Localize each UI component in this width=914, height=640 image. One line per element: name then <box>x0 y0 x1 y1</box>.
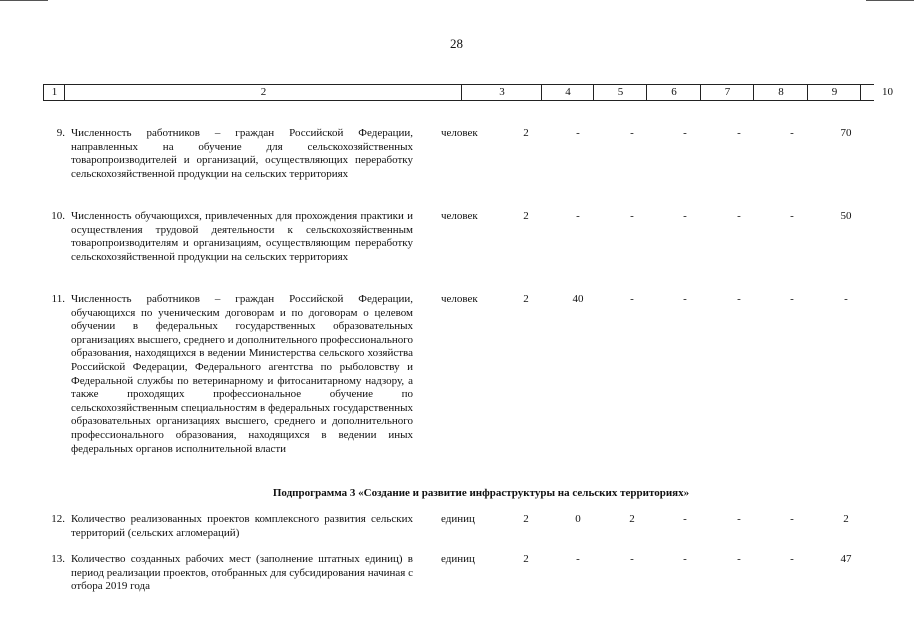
value-cell: 47 <box>840 553 852 565</box>
column-number: 5 <box>593 85 647 100</box>
subprogram-heading-text: Подпрограмма 3 «Создание и развитие инфраструктуры на сельских территориях» <box>272 487 690 499</box>
value-cell: 2 <box>523 293 529 305</box>
value-cell: - <box>630 210 634 222</box>
value-cell: - <box>576 127 580 139</box>
column-number: 9 <box>807 85 861 100</box>
column-number: 6 <box>646 85 701 100</box>
value-cell: 2 <box>523 210 529 222</box>
value-cell: - <box>790 210 794 222</box>
row-number: 12. <box>51 513 65 525</box>
value-cell: 70 <box>840 127 852 139</box>
row-number: 11. <box>51 293 65 305</box>
indicator-name: Численность работников – граждан Российской Федерации, обучающихся по ученическим договорам и по договорам о целевом обучении в федеральных государственных образовательных организациях высшего, среднего и дополнительного профессионального образования, находящихся в ведении Министерства сельского хозяйства Российской Федерации, Федерального агентства по рыболовству и Федеральной службы по ветеринарному и фитосанитарному надзору, а также проходящих профессиональное обучение по сельскохозяйственным специальностям в федеральных государственных образовательных организациях высшего, среднего и дополнительного профессионального образования, находящихся в ведении иных федеральных органов исполнительной власти <box>71 293 413 455</box>
column-number: 4 <box>541 85 594 100</box>
column-number: 3 <box>461 85 542 100</box>
value-cell: - <box>737 127 741 139</box>
indicator-name: Количество созданных рабочих мест (заполнение штатных единиц) в период реализации проектов, отобранных для субсидирования начиная с отбора 2019 года <box>71 553 413 593</box>
value-cell: 2 <box>523 553 529 565</box>
indicator-name: Количество реализованных проектов комплексного развития сельских территорий (сельских агломераций) <box>71 513 413 539</box>
value-cell: 40 <box>572 293 584 305</box>
value-cell: - <box>630 553 634 565</box>
value-cell: 0 <box>575 513 581 525</box>
value-cell: - <box>737 513 741 525</box>
value-cell: - <box>790 553 794 565</box>
unit-of-measure: человек <box>441 293 478 305</box>
page-number: 28 <box>450 36 463 51</box>
column-number-header <box>43 84 893 101</box>
top-border-right <box>866 0 914 1</box>
value-cell: - <box>737 553 741 565</box>
unit-of-measure: единиц <box>441 553 475 565</box>
value-cell: - <box>683 553 687 565</box>
column-number: 7 <box>700 85 754 100</box>
value-cell: - <box>576 553 580 565</box>
value-cell: - <box>737 210 741 222</box>
unit-of-measure: человек <box>441 210 478 222</box>
row-number: 9. <box>56 127 65 139</box>
subprogram-heading <box>0 486 914 500</box>
value-cell: 2 <box>629 513 635 525</box>
value-cell: 2 <box>843 513 849 525</box>
value-cell: - <box>630 127 634 139</box>
indicator-name: Численность обучающихся, привлеченных для прохождения практики и осуществления трудовой деятельности к сельскохозяйственным товаропроизводителям и организациям, осуществляющим переработку сельскохозяйственной продукции на сельских территориях <box>71 210 413 263</box>
value-cell: - <box>737 293 741 305</box>
value-cell: 50 <box>840 210 852 222</box>
value-cell: - <box>683 210 687 222</box>
value-cell: 2 <box>523 513 529 525</box>
value-cell: - <box>844 293 848 305</box>
value-cell: - <box>790 127 794 139</box>
row-number: 10. <box>51 210 65 222</box>
row-number: 13. <box>51 553 65 565</box>
unit-of-measure: человек <box>441 127 478 139</box>
value-cell: - <box>576 210 580 222</box>
column-number: 2 <box>64 85 462 100</box>
top-border-left <box>0 0 48 1</box>
value-cell: - <box>790 513 794 525</box>
value-cell: - <box>683 513 687 525</box>
value-cell: 2 <box>523 127 529 139</box>
column-number: 8 <box>753 85 808 100</box>
column-number: 10 <box>860 85 914 100</box>
value-cell: - <box>790 293 794 305</box>
value-cell: - <box>683 127 687 139</box>
indicator-name: Численность работников – граждан Российской Федерации, направленных на обучение для сельскохозяйственных товаропроизводителей и организаций, осуществляющих переработку сельскохозяйственной продукции на сельских территориях <box>71 127 413 180</box>
unit-of-measure: единиц <box>441 513 475 525</box>
value-cell: - <box>683 293 687 305</box>
value-cell: - <box>630 293 634 305</box>
column-number: 1 <box>43 85 65 100</box>
